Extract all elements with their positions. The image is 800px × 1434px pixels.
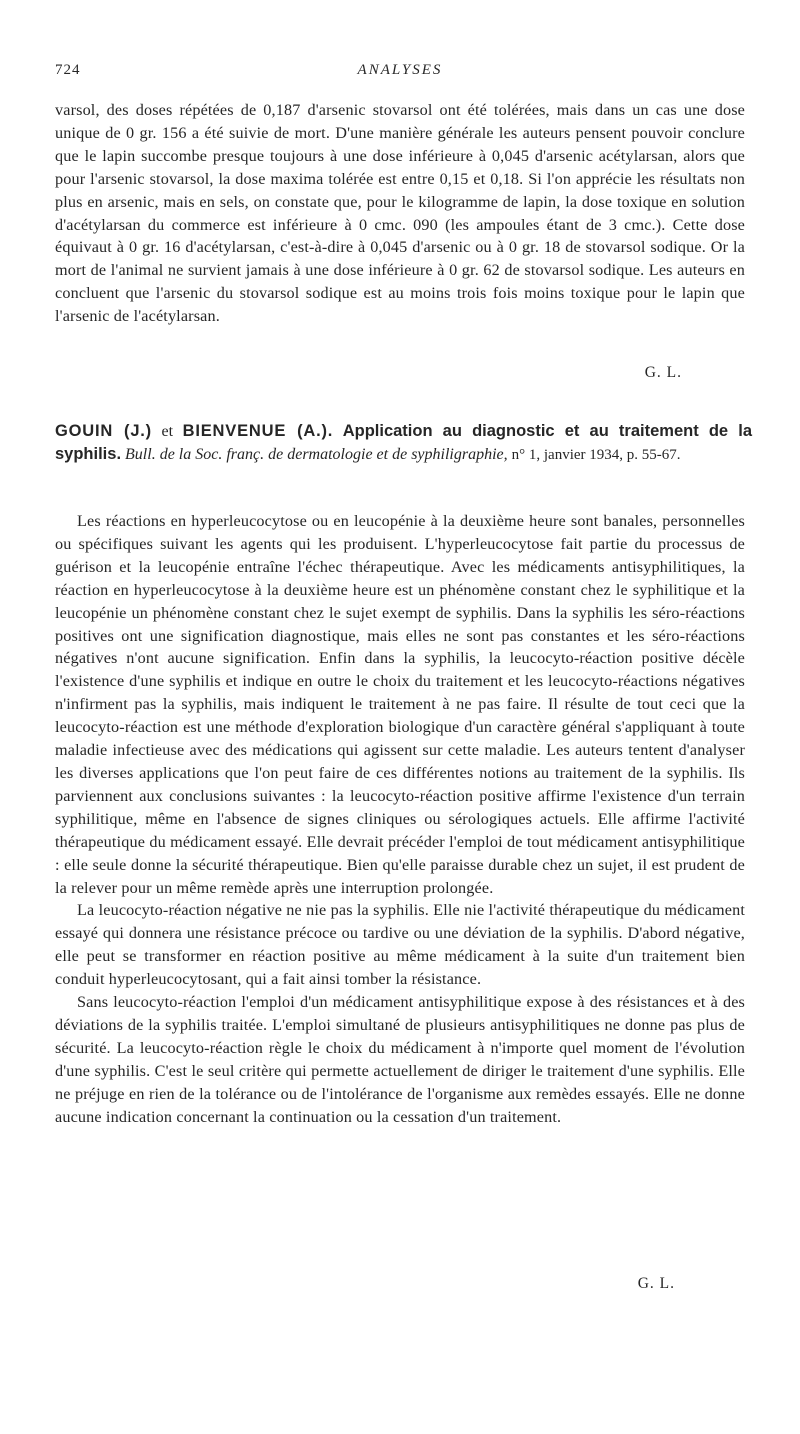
signature: G. L. (637, 1275, 675, 1292)
entry-body (55, 510, 745, 1128)
body-paragraph: Les réactions en hyperleucocytose ou en leucopénie à la deuxième heure sont banales, personnelles ou spécifiques suivant les agents qui les produisent. L'hyperleucocytose fait partie du processus de guérison et la leucopénie entraîne l'échec thérapeutique. Avec les médicaments antisyphilitiques, la réaction en hyperleucocytose à la deuxième heure est un phénomène constant chez le syphilitique et la leucopénie un phénomène constant chez le sujet exempt de syphilis. Dans la syphilis les séro-réactions positives ont une signification diagnostique, mais elles ne sont pas constantes et les séro-réactions négatives n'ont aucune signification. Enfin dans la syphilis, la leucocyto-réaction positive décèle l'existence d'une syphilis et indique en outre le choix du traitement et les leucocyto-réactions négatives n'infirment pas la syphilis, mais indiquent le traitement à ne pas faire. Il résulte de tout ceci que la leucocyto-réaction est une méthode d'exploration biologique d'un caractère général s'appliquant à toute maladie infectieuse avec des médications qui agissent sur cette maladie. Les auteurs tentent d'analyser les diverses applications que l'on peut faire de ces différentes notions au traitement de la syphilis. Ils parviennent aux conclusions suivantes : la leucocyto-réaction positive affirme l'existence d'un terrain syphilitique, même en l'absence de signes cliniques ou sérologiques actuels. Elle affirme l'activité thérapeutique du médicament essayé. Elle devrait précéder l'emploi de tout médicament antisyphilitique : elle seule donne la sécurité thérapeutique. Bien qu'elle paraisse durable chez un sujet, il est prudent de la relever pour un même remède après une interruption prolongée. (55, 512, 745, 897)
body-paragraph: La leucocyto-réaction négative ne nie pas la syphilis. Elle nie l'activité thérapeutique du médicament essayé qui donnera une résistance précoce ou tardive ou une déviation de la syphilis. D'abord négative, elle peut se transformer en réaction positive au même médicament à la suite d'un traitement bien conduit hyperleucocytosant, qui a fait ainsi tomber la résistance. (55, 901, 745, 989)
continuation-paragraph: varsol, des doses répétées de 0,187 d'arsenic stovarsol ont été tolérées, mais dans un cas une dose unique de 0 gr. 156 a été suivie de mort. D'une manière générale les auteurs pensent pouvoir conclure que le lapin succombe presque toujours à une dose inférieure à 0,045 d'arsenic acétylarsan, alors que pour l'arsenic stovarsol, la dose maxima tolérée est entre 0,15 et 0,18. Si l'on apprécie les résultats non plus en arsenic, mais en sels, on constate que, pour le kilogramme de lapin, la dose toxique en solution d'acétylarsan du commerce est inférieure à 0 cmc. 090 (les ampoules étant de 3 cmc.). Cette dose équivaut à 0 gr. 16 d'acétylarsan, c'est-à-dire à 0,045 d'arsenic ou à 0 gr. 18 de stovarsol sodique. Or la mort de l'animal ne survient jamais à une dose inférieure à 0 gr. 62 de stovarsol sodique. Les auteurs en concluent que l'arsenic du stovarsol sodique est au moins trois fois moins toxique pour le lapin que l'arsenic de l'acétylarsan. (55, 101, 745, 326)
page-header (55, 62, 745, 82)
author: BIENVENUE (A.). (182, 422, 334, 440)
author: GOUIN (J.) (55, 422, 152, 440)
citation-details: n° 1, janvier 1934, p. 55-67. (511, 447, 681, 463)
conjunction: et (161, 423, 174, 440)
page-number: 724 (55, 62, 81, 78)
journal-name: Bull. de la Soc. franç. de dermatologie et de syphiligraphie, (125, 446, 508, 463)
running-head: ANALYSES (357, 62, 443, 78)
article-title: Application au diagnostic et au traitement de la syphilis. (55, 422, 753, 463)
signature: G. L. (644, 364, 682, 381)
entry-heading (55, 420, 752, 467)
body-paragraph: Sans leucocyto-réaction l'emploi d'un médicament antisyphilitique expose à des résistances et à des déviations de la syphilis traitée. L'emploi simultané de plusieurs antisyphilitiques ne donne pas plus de sécurité. La leucocyto-réaction règle le choix du médicament à n'importe quel moment de l'évolution d'une syphilis. C'est le seul critère qui permette actuellement de diriger le traitement d'une syphilis. Elle ne préjuge en rien de la tolérance ou de l'intolérance de l'organisme aux remèdes essayés. Elle ne donne aucune indication concernant la continuation ou la cessation d'un traitement. (55, 993, 745, 1126)
